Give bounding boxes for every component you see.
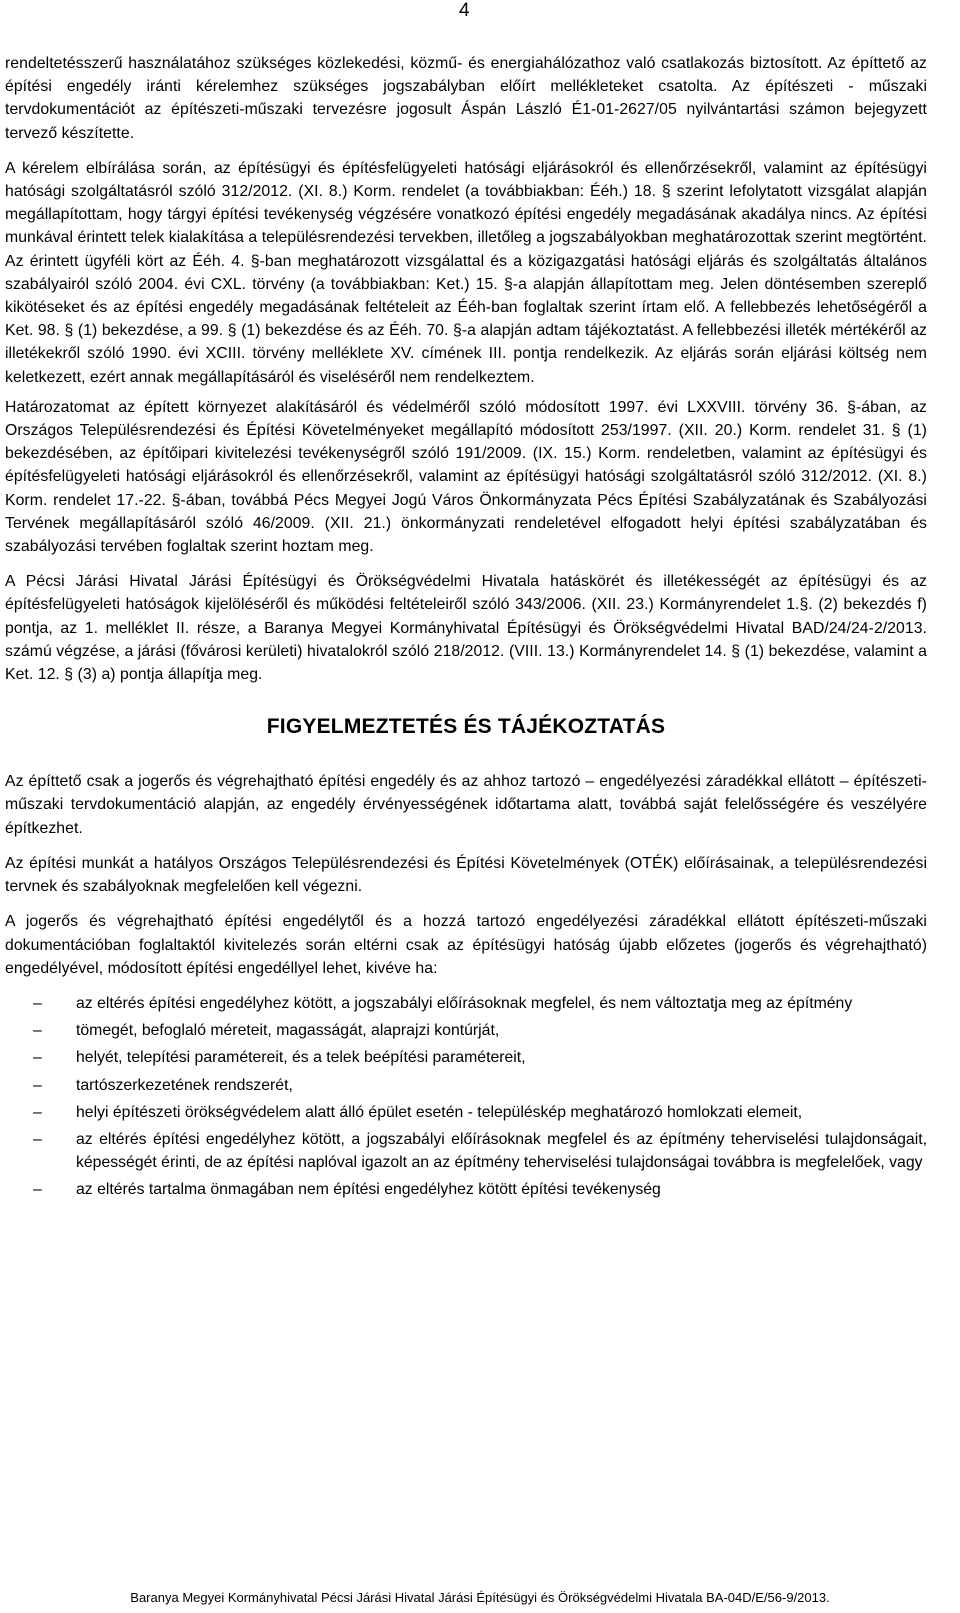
list-item [5, 1046, 927, 1069]
conditions-list [5, 992, 927, 1202]
list-item [5, 1019, 927, 1042]
document-body [5, 52, 927, 1206]
dash-marker: – [33, 1103, 42, 1121]
paragraph-competence: A Pécsi Járási Hivatal Járási Építésügyi és Örökségvédelmi Hivatala hatáskörét és illetékességét az építésügyi és az építésfelügyeleti hatóságok kijelöléséről és működési feltételeiről szóló 343/2006. (XII. 23.) Kormányrendelet 1.§. (2) bekezdés f) pontja, az 1. melléklet II. része, a Baranya Megyei Kormányhivatal Építésügyi és Örökségvédelmi Hivatal BAD/24/24-2/2013. számú végzése, a járási (fővárosi kerületi) hivatalokról szóló 218/2012. (VIII. 13.) Kormányrendelet 14. § (1) bekezdése, valamint a Ket. 12. § (3) a) pontja állapítja meg. [5, 573, 927, 684]
list-item-text: az eltérés tartalma önmagában nem építési engedélyhez kötött építési tevékenység [76, 1181, 661, 1199]
list-item [5, 1074, 927, 1097]
paragraph-otek: Az építési munkát a hatályos Országos Településrendezési és Építési Követelmények (OTÉK) előírásainak, a településrendezési tervnek és szabályoknak megfelelően kell végezni. [5, 854, 927, 896]
dash-marker: – [33, 1076, 42, 1094]
list-item-text: helyét, telepítési paramétereit, és a telek beépítési paramétereit, [76, 1049, 526, 1067]
list-item-text: az eltérés építési engedélyhez kötött, a jogszabályi előírásoknak megfelel, és nem változtatja meg az építmény [76, 994, 853, 1012]
warning-heading: FIGYELMEZTETÉS ÉS TÁJÉKOZTATÁS [266, 715, 666, 739]
list-item-text: az eltérés építési engedélyhez kötött, a jogszabályi előírásoknak megfelel és az építmény teherviselési tulajdonságait, képességét érinti, de az építési naplóval igazolt an az építmény teherviselési tulajdonságai továbbra is megfelelőek, vagy [76, 1130, 927, 1172]
paragraph-technical-documentation: rendeltetésszerű használatához szükséges közlekedési, közmű- és energiahálózathoz való csatlakozás biztosított. Az építtető az építési engedély iránti kérelemhez szükséges jogszabályban előírt mellékleteket csatolta. Az építészeti - műszaki tervdokumentációt az építészeti-műszaki tervezésre jogosult Áspán László É1-01-2627/05 nyilvántartási számon bejegyzett tervező készítette. [5, 55, 927, 142]
page-footer: Baranya Megyei Kormányhivatal Pécsi Járási Hivatal Járási Építésügyi és Örökségvédelmi Hivatala BA-04D/E/56-9/2013. [130, 1590, 830, 1605]
list-item-text: tartószerkezetének rendszerét, [76, 1076, 293, 1094]
paragraph-builder-conditions: Az építtető csak a jogerős és végrehajtható építési engedély és az ahhoz tartozó – engedélyezési záradékkal ellátott – építészeti-műszaki tervdokumentáció alapján, az engedély érvényességének időtartama alatt, továbbá saját felelősségére és veszélyére építkezhet. [5, 773, 927, 837]
list-item [5, 1128, 927, 1174]
list-item-text: helyi építészeti örökségvédelem alatt álló épület esetén - településkép meghatározó homlokzati elemeit, [76, 1103, 803, 1121]
list-item [5, 992, 927, 1015]
dash-marker: – [33, 994, 42, 1012]
list-item [5, 1101, 927, 1124]
paragraph-legal-basis: Határozatomat az épített környezet alakításáról és védelméről szóló módosított 1997. évi LXXVIII. törvény 36. §-ában, az Országos Településrendezési és Építési Követelményeket megállapító módosított 253/1997. (XII. 20.) Korm. rendelet 31. § (1) bekezdésében, az építőipari kivitelezési tevékenységről szóló 191/2009. (IX. 15.) Korm. rendeletben, valamint az építésügyi és építésfelügyeleti hatósági eljárásokról és ellenőrzésekről, valamint az építésügyi hatósági szolgáltatásról szóló 312/2012. (XI. 8.) Korm. rendelet 17.-22. §-ában, továbbá Pécs Megyei Jogú Város Önkormányzata Pécs Építési Szabályzatának és Szabályozási Tervének megállapításáról szóló 46/2009. (XII. 21.) önkormányzati rendeletével elfogadott helyi építési szabályzatában és szabályozási tervében foglaltak szerint hoztam meg. [5, 398, 927, 556]
dash-marker: – [33, 1049, 42, 1067]
paragraph-deviation: A jogerős és végrehajtható építési engedélytől és a hozzá tartozó engedélyezési záradékkal ellátott építészeti-műszaki dokumentációban foglaltaktól kivitelezés során eltérni csak az építésügyi hatóság újabb előzetes (jogerős és végrehajtható) engedélyével, módosított építési engedéllyel lehet, kivéve ha: [5, 913, 927, 977]
list-item [5, 1178, 927, 1201]
dash-marker: – [33, 1181, 42, 1199]
dash-marker: – [33, 1022, 42, 1040]
dash-marker: – [33, 1130, 42, 1148]
page-number: 4 [459, 0, 470, 21]
list-item-text: tömegét, befoglaló méreteit, magasságát, alaprajzi kontúrját, [76, 1022, 500, 1040]
paragraph-assessment: A kérelem elbírálása során, az építésügyi és építésfelügyeleti hatósági eljárásokról és ellenőrzésekről, valamint az építésügyi hatósági szolgáltatásról szóló 312/2012. (XI. 8.) Korm. rendelet (a továbbiakban: Ééh.) 18. § szerint lefolytatott vizsgálat alapján megállapítottam, hogy tárgyi építési tevékenység végzésére vonatkozó építési engedély megadásának akadálya nincs. Az építési munkával érintett telek kialakítása a településrendezési tervekben, illetőleg a jogszabályokban meghatározottak szerint megtörtént. Az érintett ügyféli kört az Ééh. 4. §-ban meghatározott vizsgálattal és a közigazgatási hatósági eljárás és szolgáltatás általános szabályairól szóló 2004. évi CXL. törvény (a továbbiakban: Ket.) 15. §-a alapján állapítottam meg. Jelen döntésemben szereplő kikötéseket és az építési engedély megadásának feltételeit az Ééh-ban foglaltak szerint írtam elő. A fellebbezés lehetőségéről a Ket. 98. § (1) bekezdése, a 99. § (1) bekezdése és az Ééh. 70. §-a alapján adtam tájékoztatást. A fellebbezési illeték mértékéről az illetékekről szóló 1990. évi XCIII. törvény melléklete XV. címének III. pontja rendelkezik. Az eljárás során eljárási költség nem keletkezett, ezért annak megállapításáról és viseléséről nem rendelkeztem. [5, 159, 927, 386]
